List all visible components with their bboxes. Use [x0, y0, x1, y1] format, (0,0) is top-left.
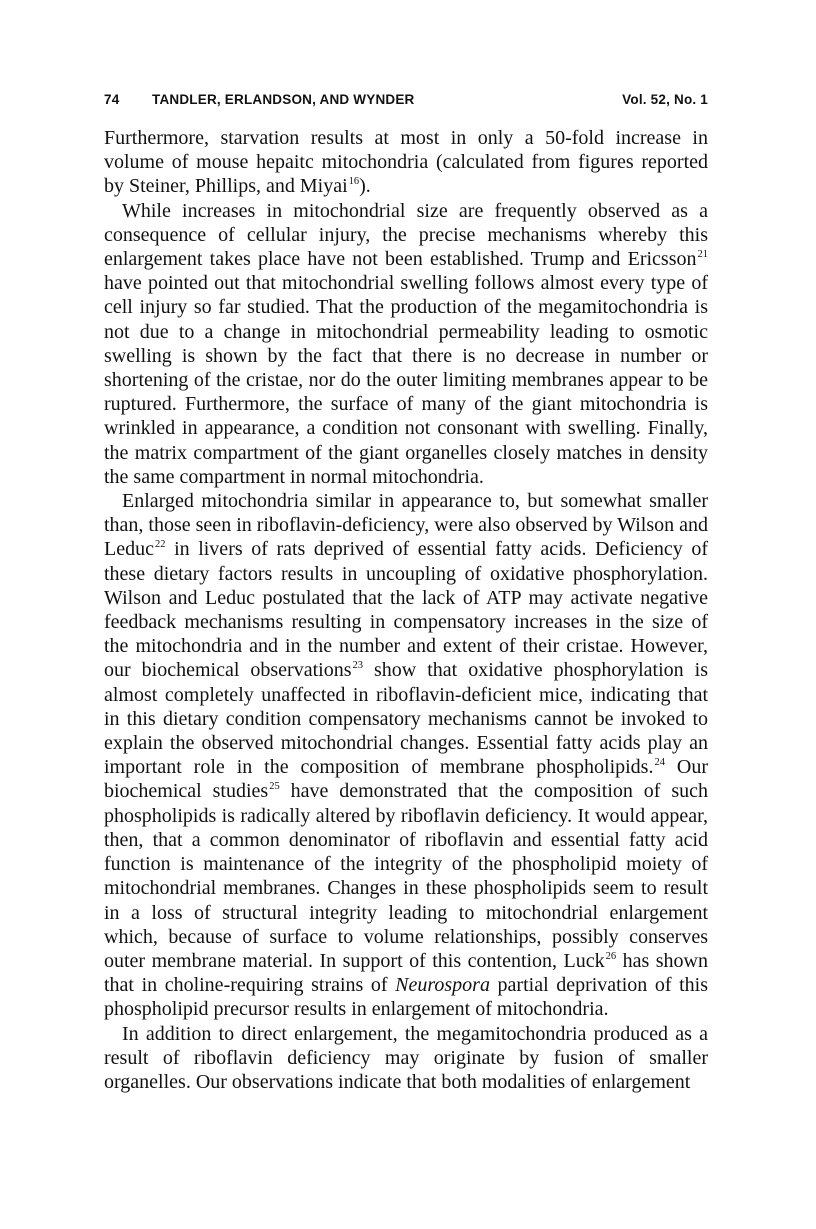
paragraph-text: Furthermore, starvation results at most in only a 50-fold increase in volume of mouse hepaitc mitochondria (calculated from figures reported by Steiner, Phillips, and Miyai — [104, 127, 708, 198]
reference-superscript: 23 — [352, 660, 363, 672]
page-number: 74 — [104, 92, 120, 107]
paragraph-text: While increases in mitochondrial size are frequently observed as a consequence of cellular injury, the precise mechanisms whereby this enlargement takes place have not been established. Trump and Ericsson — [104, 199, 708, 271]
paragraph-text: ). — [359, 175, 371, 198]
reference-superscript: 26 — [605, 950, 617, 962]
paragraph-mitochondrial-size — [104, 199, 708, 489]
paragraph-text: show that oxidative phosphorylation is almost completely unaffected in riboflavin-deficient mice, indicating that in this dietary condition compensatory mechanisms cannot be invoked to explain the observed mitochondrial changes. Essential fatty acids play an important role in the composition of membrane phospholipids. — [104, 659, 708, 779]
journal-page — [104, 92, 708, 1094]
paragraph-text: Enlarged mitochondria similar in appearance to, but somewhat smaller than, those seen in riboflavin-deficiency, were also observed by Wilson and Leduc — [104, 490, 709, 561]
reference-superscript: 16 — [348, 176, 360, 188]
paragraph-direct-enlargement — [104, 1022, 708, 1095]
paragraph-text: In addition to direct enlargement, the megamitochondria produced as a result of riboflavin deficiency may originate by fusion of smaller organelles. Our observations indicate that both modalities of enlargement — [104, 1022, 708, 1093]
paragraph-text: in livers of rats deprived of essential fatty acids. Deficiency of these dietary factors results in uncoupling of oxidative phosphorylation. Wilson and Leduc postulated that the lack of ATP may activate negative feedback mechanisms resulting in compensatory increases in the size of the mitochondria and in the number and extent of their cristae. However, our biochemical observations — [104, 538, 708, 682]
reference-superscript: 21 — [697, 249, 708, 261]
reference-superscript: 24 — [654, 757, 665, 769]
paragraph-text: partial deprivation of this phospholipid precursor results in enlargement of mitochondria. — [104, 974, 708, 1021]
paragraph-text: have demonstrated that the composition of such phospholipids is radically altered by riboflavin deficiency. It would appear, then, that a common denominator of riboflavin and essential fatty acid function is maintenance of the integrity of the phospholipid moiety of mitochondrial membranes. Changes in these phospholipids seem to result in a loss of structural integrity leading to mitochondrial enlargement which, because of surface to volume relationships, possibly conserves outer membrane material. In support of this contention, Luck — [104, 780, 708, 972]
paragraph-enlarged-mitochondria — [104, 489, 708, 1021]
running-head-authors: TANDLER, ERLANDSON, AND WYNDER — [152, 92, 415, 107]
paragraph-text: have pointed out that mitochondrial swelling follows almost every type of cell injury so far studied. That the production of the megamitochondria is not due to a change in mitochondrial permeability leading to osmotic swelling is shown by the fact that there is no decrease in number or shortening of the cristae, nor do the outer limiting membranes appear to be ruptured. Furthermore, the surface of many of the giant mitochondria is wrinkled in appearance, a condition not consonant with swelling. Finally, the matrix compartment of the giant organelles closely matches in density the same compartment in normal mitochondria. — [104, 272, 708, 488]
running-header — [104, 92, 708, 114]
article-body — [104, 126, 708, 1094]
italic-genus-name: Neurospora — [395, 974, 490, 997]
journal-volume: Vol. 52, No. 1 — [622, 92, 708, 107]
paragraph-starvation — [104, 126, 708, 199]
paragraph-text: Our biochemical studies — [104, 756, 708, 803]
reference-superscript: 25 — [269, 781, 280, 793]
reference-superscript: 22 — [154, 539, 166, 551]
paragraph-text: has shown that in choline-requiring strains of — [104, 949, 708, 997]
